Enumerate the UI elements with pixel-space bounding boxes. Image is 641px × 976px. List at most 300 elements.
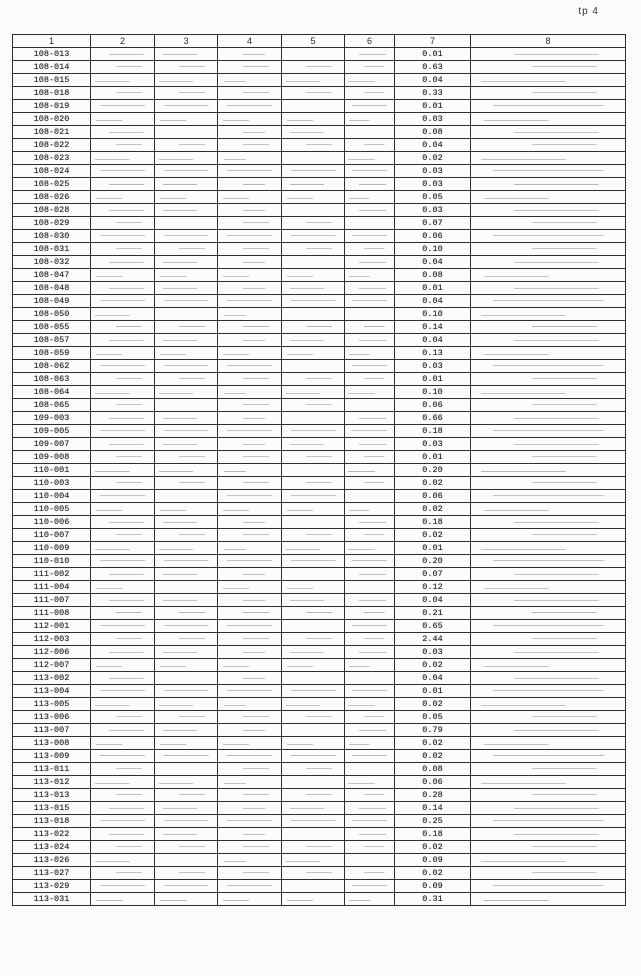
empty-cell-5 (282, 256, 345, 269)
empty-cell-6 (345, 594, 395, 607)
table-row (13, 776, 626, 789)
empty-cell-6 (345, 425, 395, 438)
value-cell: 0.07 (395, 568, 471, 581)
value-cell: 0.06 (395, 399, 471, 412)
empty-cell-2 (91, 334, 155, 347)
empty-cell-5 (282, 178, 345, 191)
sample-id-cell: 112-007 (13, 659, 91, 672)
empty-cell-2 (91, 295, 155, 308)
sample-id-cell: 113-022 (13, 828, 91, 841)
empty-cell-4 (218, 347, 282, 360)
empty-cell-8 (471, 542, 626, 555)
table-row (13, 503, 626, 516)
empty-cell-4 (218, 256, 282, 269)
table-row (13, 555, 626, 568)
empty-cell-8 (471, 360, 626, 373)
empty-cell-2 (91, 100, 155, 113)
table-row (13, 191, 626, 204)
empty-cell-6 (345, 685, 395, 698)
value-cell: 0.18 (395, 516, 471, 529)
empty-cell-6 (345, 841, 395, 854)
empty-cell-5 (282, 48, 345, 61)
empty-cell-4 (218, 191, 282, 204)
empty-cell-5 (282, 672, 345, 685)
empty-cell-6 (345, 724, 395, 737)
value-cell: 0.09 (395, 854, 471, 867)
empty-cell-5 (282, 646, 345, 659)
empty-cell-6 (345, 217, 395, 230)
empty-cell-8 (471, 217, 626, 230)
sample-id-cell: 112-006 (13, 646, 91, 659)
empty-cell-8 (471, 256, 626, 269)
empty-cell-3 (155, 191, 218, 204)
empty-cell-5 (282, 685, 345, 698)
table-row (13, 74, 626, 87)
empty-cell-5 (282, 399, 345, 412)
empty-cell-8 (471, 672, 626, 685)
empty-cell-2 (91, 308, 155, 321)
sample-id-cell: 108-065 (13, 399, 91, 412)
sample-id-cell: 113-004 (13, 685, 91, 698)
table-row (13, 607, 626, 620)
empty-cell-5 (282, 568, 345, 581)
empty-cell-6 (345, 269, 395, 282)
sample-id-cell: 113-027 (13, 867, 91, 880)
empty-cell-8 (471, 607, 626, 620)
value-cell: 0.66 (395, 412, 471, 425)
empty-cell-8 (471, 126, 626, 139)
empty-cell-5 (282, 763, 345, 776)
empty-cell-8 (471, 269, 626, 282)
empty-cell-8 (471, 204, 626, 217)
empty-cell-6 (345, 360, 395, 373)
sample-id-cell: 108-032 (13, 256, 91, 269)
sample-id-cell: 113-015 (13, 802, 91, 815)
empty-cell-8 (471, 438, 626, 451)
value-cell: 0.02 (395, 152, 471, 165)
empty-cell-5 (282, 711, 345, 724)
table-row (13, 815, 626, 828)
value-cell: 0.06 (395, 776, 471, 789)
empty-cell-4 (218, 893, 282, 906)
empty-cell-2 (91, 243, 155, 256)
empty-cell-5 (282, 438, 345, 451)
sample-id-cell: 108-025 (13, 178, 91, 191)
sample-id-cell: 113-012 (13, 776, 91, 789)
empty-cell-4 (218, 880, 282, 893)
table-row (13, 737, 626, 750)
table-row (13, 802, 626, 815)
empty-cell-2 (91, 87, 155, 100)
table-row (13, 490, 626, 503)
table-row (13, 672, 626, 685)
table-row (13, 347, 626, 360)
empty-cell-2 (91, 230, 155, 243)
empty-cell-8 (471, 815, 626, 828)
empty-cell-3 (155, 412, 218, 425)
empty-cell-3 (155, 763, 218, 776)
sample-id-cell: 108-021 (13, 126, 91, 139)
empty-cell-6 (345, 516, 395, 529)
empty-cell-5 (282, 100, 345, 113)
empty-cell-4 (218, 438, 282, 451)
sample-id-cell: 111-007 (13, 594, 91, 607)
empty-cell-2 (91, 555, 155, 568)
sample-id-cell: 108-030 (13, 230, 91, 243)
sample-id-cell: 113-006 (13, 711, 91, 724)
empty-cell-5 (282, 412, 345, 425)
empty-cell-4 (218, 841, 282, 854)
empty-cell-2 (91, 178, 155, 191)
sample-id-cell: 108-023 (13, 152, 91, 165)
empty-cell-8 (471, 854, 626, 867)
table-row (13, 334, 626, 347)
empty-cell-4 (218, 828, 282, 841)
empty-cell-6 (345, 204, 395, 217)
empty-cell-3 (155, 334, 218, 347)
empty-cell-3 (155, 165, 218, 178)
sample-id-cell: 113-009 (13, 750, 91, 763)
table-row (13, 256, 626, 269)
empty-cell-5 (282, 334, 345, 347)
empty-cell-5 (282, 191, 345, 204)
empty-cell-4 (218, 529, 282, 542)
empty-cell-3 (155, 152, 218, 165)
empty-cell-3 (155, 243, 218, 256)
empty-cell-3 (155, 802, 218, 815)
empty-cell-8 (471, 334, 626, 347)
table-row (13, 594, 626, 607)
empty-cell-2 (91, 893, 155, 906)
empty-cell-2 (91, 321, 155, 334)
value-cell: 0.04 (395, 74, 471, 87)
value-cell: 0.01 (395, 282, 471, 295)
empty-cell-8 (471, 802, 626, 815)
empty-cell-6 (345, 711, 395, 724)
empty-cell-2 (91, 204, 155, 217)
empty-cell-6 (345, 802, 395, 815)
sample-id-cell: 108-020 (13, 113, 91, 126)
empty-cell-2 (91, 412, 155, 425)
value-cell: 0.02 (395, 529, 471, 542)
empty-cell-8 (471, 451, 626, 464)
empty-cell-3 (155, 750, 218, 763)
empty-cell-6 (345, 178, 395, 191)
value-cell: 0.01 (395, 685, 471, 698)
empty-cell-2 (91, 633, 155, 646)
sample-id-cell: 108-018 (13, 87, 91, 100)
value-cell: 0.08 (395, 126, 471, 139)
empty-cell-3 (155, 87, 218, 100)
column-header-5: 5 (282, 35, 345, 48)
empty-cell-8 (471, 594, 626, 607)
empty-cell-6 (345, 412, 395, 425)
sample-id-cell: 112-003 (13, 633, 91, 646)
empty-cell-6 (345, 191, 395, 204)
value-cell: 0.03 (395, 360, 471, 373)
empty-cell-2 (91, 620, 155, 633)
empty-cell-6 (345, 139, 395, 152)
table-row (13, 542, 626, 555)
value-cell: 0.02 (395, 477, 471, 490)
empty-cell-4 (218, 451, 282, 464)
empty-cell-4 (218, 581, 282, 594)
empty-cell-2 (91, 464, 155, 477)
empty-cell-3 (155, 542, 218, 555)
empty-cell-2 (91, 659, 155, 672)
empty-cell-3 (155, 451, 218, 464)
empty-cell-6 (345, 74, 395, 87)
empty-cell-3 (155, 386, 218, 399)
empty-cell-5 (282, 542, 345, 555)
empty-cell-4 (218, 113, 282, 126)
sample-id-cell: 113-007 (13, 724, 91, 737)
empty-cell-2 (91, 607, 155, 620)
empty-cell-8 (471, 633, 626, 646)
empty-cell-4 (218, 48, 282, 61)
table-row (13, 789, 626, 802)
sample-id-cell: 108-050 (13, 308, 91, 321)
empty-cell-6 (345, 334, 395, 347)
empty-cell-6 (345, 633, 395, 646)
empty-cell-2 (91, 828, 155, 841)
sample-id-cell: 113-018 (13, 815, 91, 828)
column-header-6: 6 (345, 35, 395, 48)
empty-cell-2 (91, 737, 155, 750)
empty-cell-2 (91, 880, 155, 893)
empty-cell-6 (345, 607, 395, 620)
empty-cell-3 (155, 646, 218, 659)
empty-cell-5 (282, 152, 345, 165)
empty-cell-8 (471, 646, 626, 659)
empty-cell-2 (91, 672, 155, 685)
empty-cell-3 (155, 685, 218, 698)
table-body (13, 48, 626, 906)
sample-id-cell: 111-004 (13, 581, 91, 594)
table-row (13, 828, 626, 841)
value-cell: 0.03 (395, 438, 471, 451)
empty-cell-8 (471, 464, 626, 477)
value-cell: 0.33 (395, 87, 471, 100)
empty-cell-4 (218, 139, 282, 152)
empty-cell-8 (471, 308, 626, 321)
value-cell: 0.02 (395, 698, 471, 711)
empty-cell-8 (471, 880, 626, 893)
empty-cell-2 (91, 867, 155, 880)
value-cell: 0.02 (395, 867, 471, 880)
empty-cell-6 (345, 776, 395, 789)
value-cell: 0.20 (395, 464, 471, 477)
table-row (13, 698, 626, 711)
empty-cell-5 (282, 750, 345, 763)
table-row (13, 295, 626, 308)
value-cell: 0.13 (395, 347, 471, 360)
sample-id-cell: 108-049 (13, 295, 91, 308)
empty-cell-3 (155, 841, 218, 854)
table-row (13, 230, 626, 243)
empty-cell-8 (471, 386, 626, 399)
empty-cell-8 (471, 789, 626, 802)
empty-cell-4 (218, 542, 282, 555)
table-row (13, 282, 626, 295)
empty-cell-2 (91, 269, 155, 282)
value-cell: 0.06 (395, 230, 471, 243)
empty-cell-3 (155, 659, 218, 672)
empty-cell-4 (218, 386, 282, 399)
empty-cell-2 (91, 581, 155, 594)
sample-id-cell: 110-001 (13, 464, 91, 477)
empty-cell-6 (345, 256, 395, 269)
empty-cell-5 (282, 594, 345, 607)
empty-cell-6 (345, 399, 395, 412)
empty-cell-4 (218, 321, 282, 334)
column-header-2: 2 (91, 35, 155, 48)
value-cell: 0.05 (395, 711, 471, 724)
empty-cell-3 (155, 880, 218, 893)
table-row (13, 620, 626, 633)
empty-cell-3 (155, 724, 218, 737)
table-row (13, 646, 626, 659)
empty-cell-2 (91, 282, 155, 295)
empty-cell-8 (471, 191, 626, 204)
empty-cell-5 (282, 282, 345, 295)
empty-cell-4 (218, 126, 282, 139)
empty-cell-8 (471, 867, 626, 880)
empty-cell-2 (91, 568, 155, 581)
empty-cell-6 (345, 230, 395, 243)
value-cell: 0.01 (395, 373, 471, 386)
empty-cell-4 (218, 412, 282, 425)
value-cell: 0.02 (395, 750, 471, 763)
empty-cell-4 (218, 178, 282, 191)
empty-cell-6 (345, 386, 395, 399)
column-header-7: 7 (395, 35, 471, 48)
empty-cell-6 (345, 490, 395, 503)
page-corner-label: tp 4 (578, 6, 599, 17)
empty-cell-5 (282, 464, 345, 477)
value-cell: 0.07 (395, 217, 471, 230)
empty-cell-2 (91, 698, 155, 711)
empty-cell-3 (155, 776, 218, 789)
sample-id-cell: 110-006 (13, 516, 91, 529)
value-cell: 0.04 (395, 334, 471, 347)
empty-cell-3 (155, 503, 218, 516)
empty-cell-8 (471, 516, 626, 529)
empty-cell-2 (91, 217, 155, 230)
sample-id-cell: 108-047 (13, 269, 91, 282)
empty-cell-6 (345, 282, 395, 295)
table-row (13, 854, 626, 867)
column-header-3: 3 (155, 35, 218, 48)
sample-id-cell: 109-007 (13, 438, 91, 451)
empty-cell-8 (471, 347, 626, 360)
empty-cell-5 (282, 516, 345, 529)
empty-cell-3 (155, 529, 218, 542)
empty-cell-8 (471, 477, 626, 490)
table-header-row (13, 35, 626, 48)
empty-cell-4 (218, 594, 282, 607)
empty-cell-3 (155, 633, 218, 646)
empty-cell-8 (471, 555, 626, 568)
empty-cell-6 (345, 48, 395, 61)
empty-cell-6 (345, 347, 395, 360)
empty-cell-6 (345, 763, 395, 776)
empty-cell-4 (218, 152, 282, 165)
empty-cell-5 (282, 61, 345, 74)
sample-id-cell: 113-005 (13, 698, 91, 711)
empty-cell-8 (471, 581, 626, 594)
empty-cell-4 (218, 854, 282, 867)
empty-cell-6 (345, 880, 395, 893)
empty-cell-8 (471, 568, 626, 581)
sample-id-cell: 108-024 (13, 165, 91, 178)
empty-cell-4 (218, 464, 282, 477)
empty-cell-8 (471, 412, 626, 425)
empty-cell-6 (345, 100, 395, 113)
empty-cell-5 (282, 451, 345, 464)
empty-cell-3 (155, 48, 218, 61)
value-cell: 0.18 (395, 425, 471, 438)
empty-cell-3 (155, 867, 218, 880)
sample-id-cell: 108-014 (13, 61, 91, 74)
empty-cell-6 (345, 659, 395, 672)
value-cell: 0.12 (395, 581, 471, 594)
empty-cell-4 (218, 425, 282, 438)
table-row (13, 841, 626, 854)
empty-cell-8 (471, 399, 626, 412)
empty-cell-3 (155, 425, 218, 438)
empty-cell-8 (471, 685, 626, 698)
sample-id-cell: 108-057 (13, 334, 91, 347)
empty-cell-6 (345, 581, 395, 594)
empty-cell-8 (471, 750, 626, 763)
empty-cell-3 (155, 555, 218, 568)
empty-cell-6 (345, 87, 395, 100)
empty-cell-3 (155, 594, 218, 607)
value-cell: 0.06 (395, 490, 471, 503)
empty-cell-3 (155, 477, 218, 490)
empty-cell-5 (282, 360, 345, 373)
sample-id-cell: 110-003 (13, 477, 91, 490)
empty-cell-8 (471, 295, 626, 308)
empty-cell-4 (218, 204, 282, 217)
empty-cell-3 (155, 581, 218, 594)
empty-cell-5 (282, 789, 345, 802)
empty-cell-6 (345, 620, 395, 633)
empty-cell-4 (218, 490, 282, 503)
sample-id-cell: 108-031 (13, 243, 91, 256)
empty-cell-8 (471, 763, 626, 776)
empty-cell-5 (282, 802, 345, 815)
empty-cell-2 (91, 854, 155, 867)
empty-cell-3 (155, 217, 218, 230)
sample-id-cell: 110-007 (13, 529, 91, 542)
empty-cell-8 (471, 321, 626, 334)
sample-id-cell: 108-048 (13, 282, 91, 295)
value-cell: 0.04 (395, 139, 471, 152)
empty-cell-4 (218, 269, 282, 282)
sample-id-cell: 113-008 (13, 737, 91, 750)
sample-id-cell: 109-008 (13, 451, 91, 464)
empty-cell-4 (218, 607, 282, 620)
sample-id-cell: 108-026 (13, 191, 91, 204)
empty-cell-2 (91, 750, 155, 763)
empty-cell-6 (345, 750, 395, 763)
empty-cell-3 (155, 568, 218, 581)
empty-cell-3 (155, 607, 218, 620)
empty-cell-3 (155, 178, 218, 191)
sample-id-cell: 108-028 (13, 204, 91, 217)
